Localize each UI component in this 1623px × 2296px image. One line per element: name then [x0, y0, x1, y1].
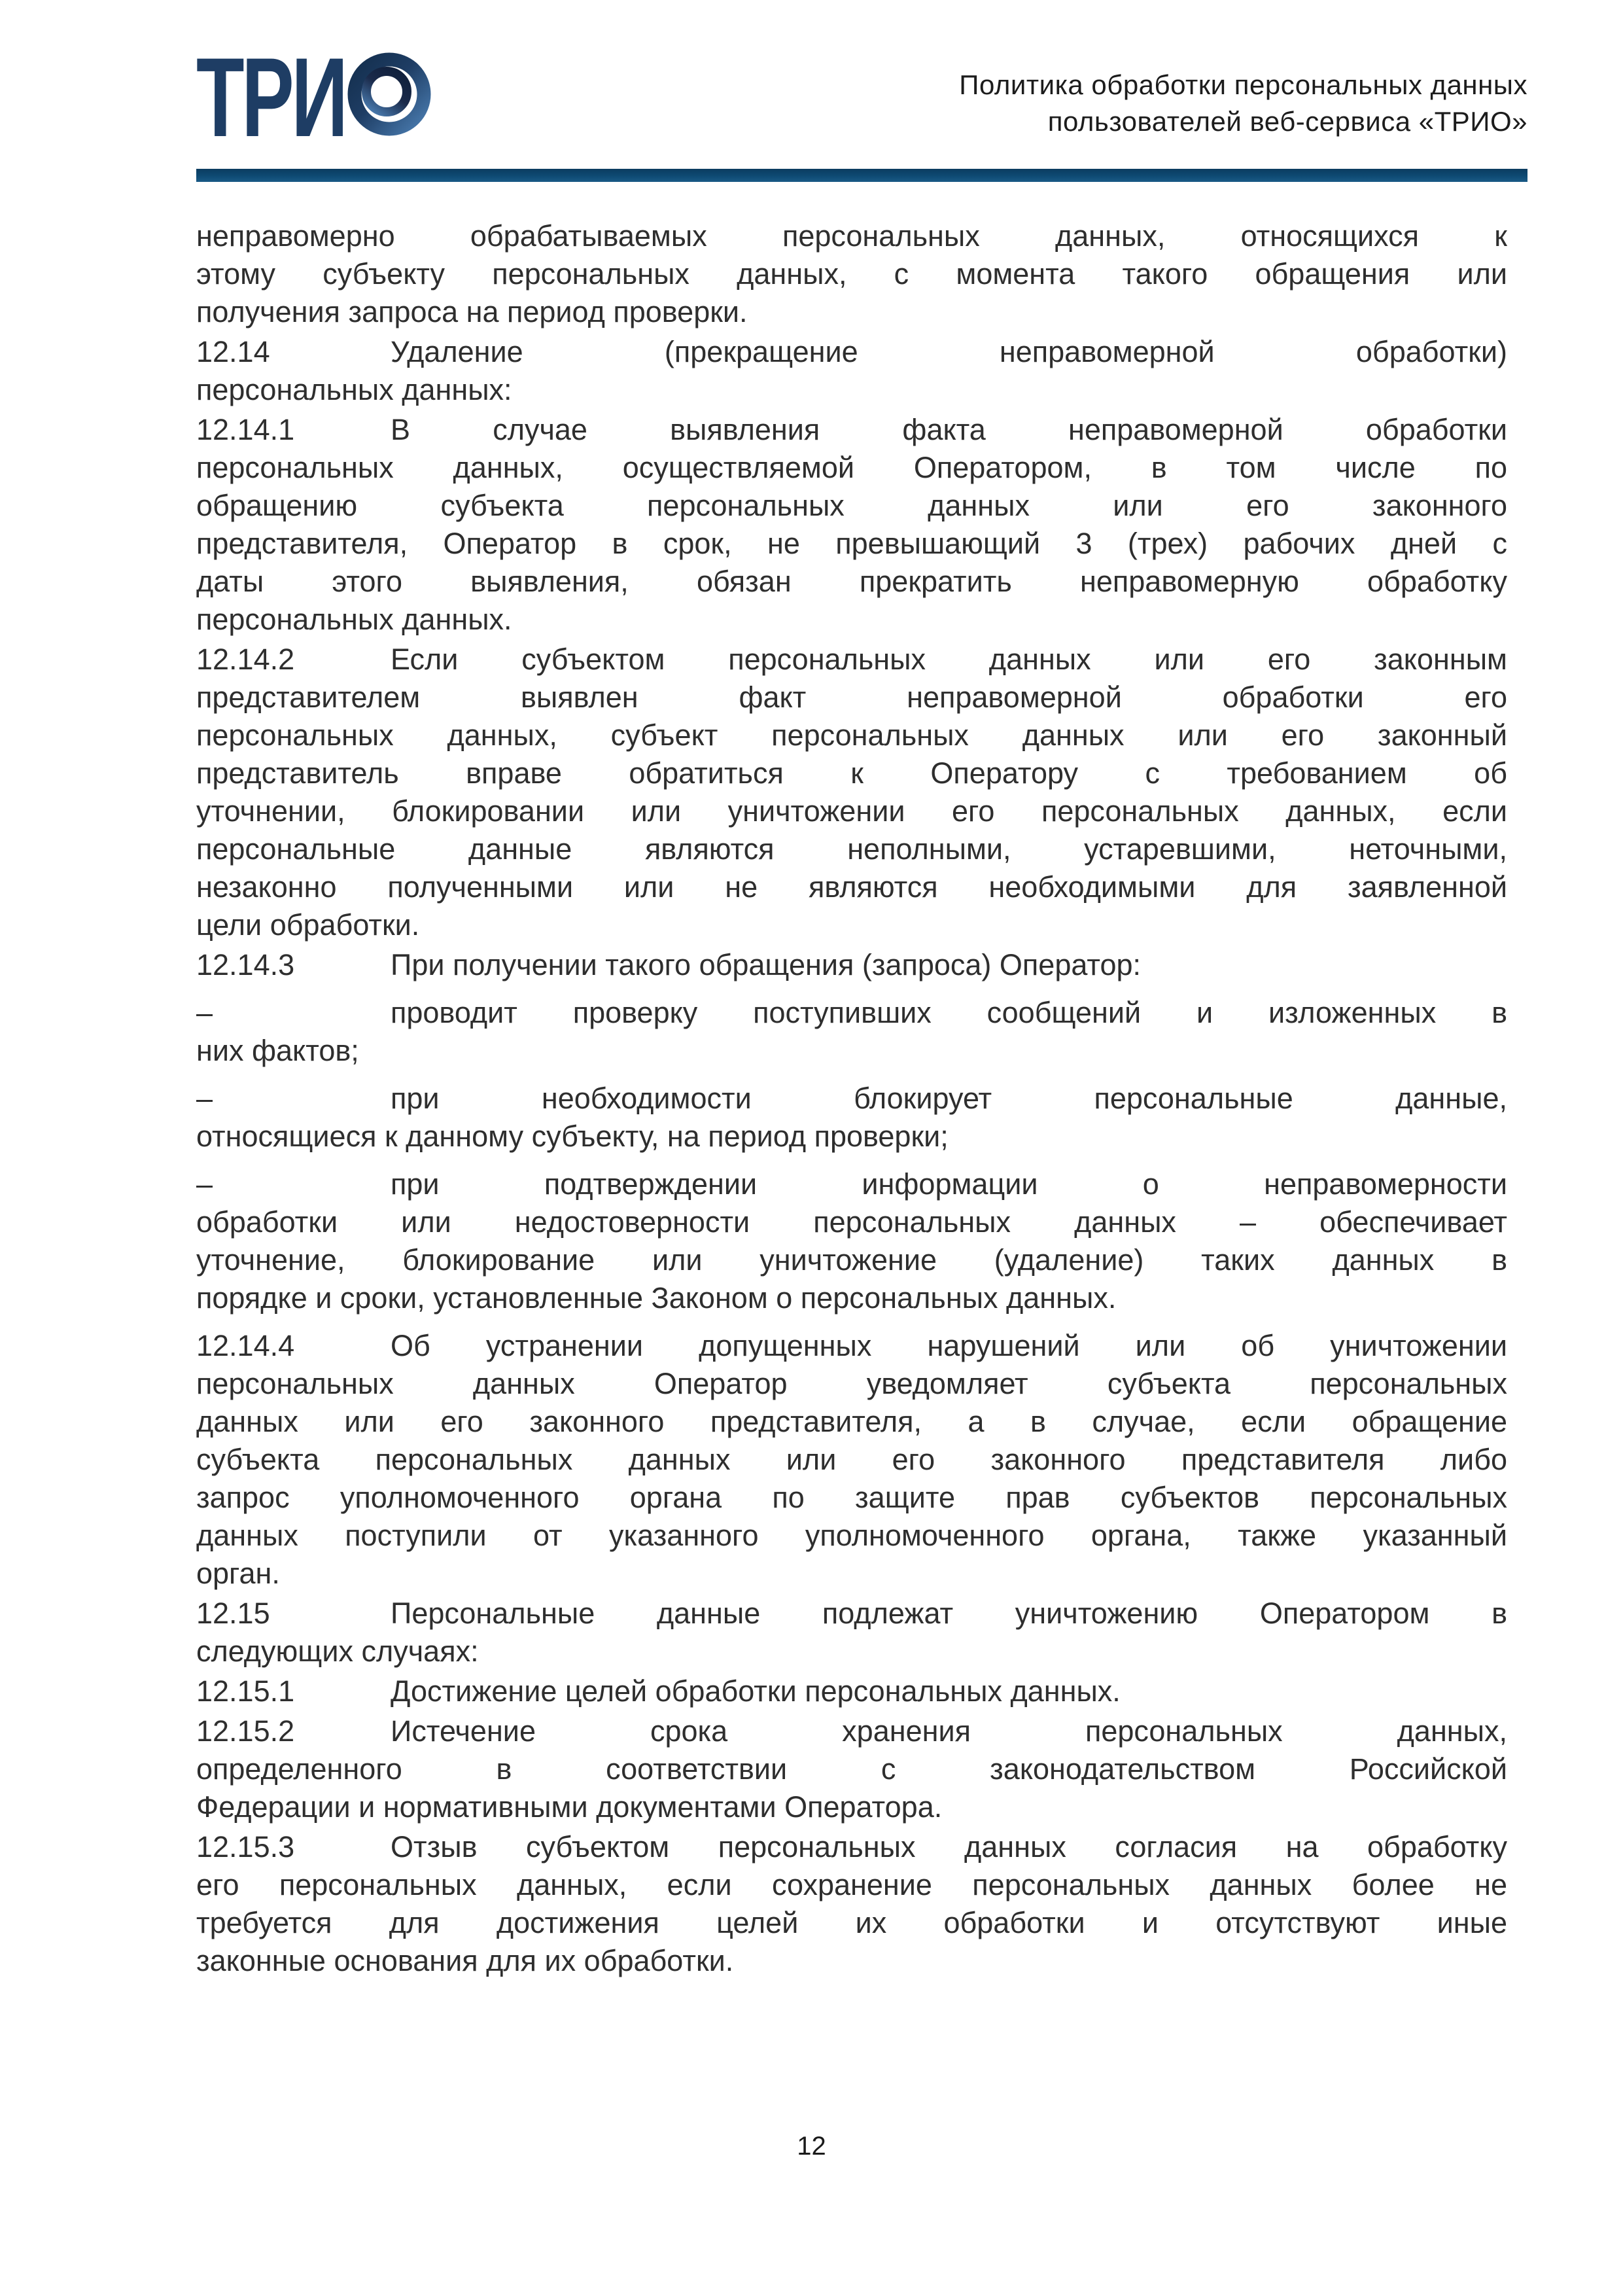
- text-line: его персональных данных, если сохранение персональных данных более не: [196, 1868, 1507, 1901]
- text-line: персональных данных:: [196, 373, 512, 406]
- paragraph: [196, 1595, 1507, 1670]
- paragraph: [196, 1712, 1507, 1826]
- text-line: – при подтверждении информации о неправомерности: [196, 1165, 1507, 1203]
- text-line: цели обработки.: [196, 908, 420, 942]
- clause-number: 12.14.3: [196, 948, 295, 981]
- clause-number: 12.14: [196, 335, 270, 368]
- paragraph: [196, 994, 1507, 1070]
- text-line: – проводит проверку поступивших сообщений и изложенных в: [196, 994, 1507, 1032]
- text-line: представителя, Оператор в срок, не превышающий 3 (трех) рабочих дней с: [196, 527, 1507, 560]
- text-line: определенного в соответствии с законодательством Российской: [196, 1752, 1507, 1786]
- clause-number: 12.15.3: [196, 1830, 295, 1863]
- text-line: 12.15.2 Истечение срока хранения персональных данных,: [196, 1712, 1507, 1750]
- text-line: представителем выявлен факт неправомерной обработки его: [196, 680, 1507, 714]
- text-line: Федерации и нормативными документами Оператора.: [196, 1790, 943, 1824]
- text-line: обработки или недостоверности персональных данных – обеспечивает: [196, 1205, 1507, 1239]
- text-line: 12.15 Персональные данные подлежат уничтожению Оператором в: [196, 1595, 1507, 1633]
- paragraph: [196, 1165, 1507, 1317]
- paragraph: [196, 641, 1507, 944]
- text-line: 12.15.1 Достижение целей обработки персональных данных.: [196, 1672, 1507, 1710]
- text-line: 12.14.2 Если субъектом персональных данных или его законным: [196, 641, 1507, 679]
- paragraph: [196, 217, 1507, 331]
- clause-number: 12.14.1: [196, 413, 295, 446]
- text-line: них фактов;: [196, 1034, 359, 1067]
- text-line: 12.14.3 При получении такого обращения (запроса) Оператор:: [196, 946, 1507, 984]
- text-line: данных или его законного представителя, а в случае, если обращение: [196, 1405, 1507, 1438]
- text-line: этому субъекту персональных данных, с момента такого обращения или: [196, 257, 1507, 291]
- text-line: законные основания для их обработки.: [196, 1944, 734, 1977]
- text-line: персональных данных, осуществляемой Оператором, в том числе по: [196, 451, 1507, 484]
- clause-number: 12.15: [196, 1597, 270, 1630]
- paragraph: [196, 1080, 1507, 1156]
- text-line: неправомерно обрабатываемых персональных данных, относящихся к: [196, 219, 1507, 253]
- text-line: 12.14.4 Об устранении допущенных нарушений или об уничтожении: [196, 1327, 1507, 1365]
- document-title-line2: пользователей веб-сервиса «ТРИО»: [1047, 106, 1527, 137]
- text-line: запрос уполномоченного органа по защите прав субъектов персональных: [196, 1481, 1507, 1514]
- clause-number: 12.14.4: [196, 1329, 295, 1362]
- text-line: субъекта персональных данных или его законного представителя либо: [196, 1443, 1507, 1476]
- clause-number: 12.14.2: [196, 643, 295, 676]
- text-line: 12.14.1 В случае выявления факта неправомерной обработки: [196, 411, 1507, 449]
- text-line: данных поступили от указанного уполномоченного органа, также указанный: [196, 1519, 1507, 1552]
- text-line: персональных данных.: [196, 603, 512, 636]
- text-line: получения запроса на период проверки.: [196, 295, 748, 328]
- clause-number: –: [196, 1082, 213, 1115]
- logo-text: ТРИ: [196, 35, 345, 160]
- text-line: персональные данные являются неполными, устаревшими, неточными,: [196, 832, 1507, 866]
- text-line: относящиеся к данному субъекту, на период проверки;: [196, 1120, 949, 1153]
- text-line: 12.14 Удаление (прекращение неправомерной обработки): [196, 333, 1507, 371]
- clause-number: –: [196, 1167, 213, 1201]
- logo-o-icon: [346, 52, 432, 139]
- page-number: 12: [797, 2132, 826, 2161]
- paragraph: [196, 333, 1507, 409]
- text-line: незаконно полученными или не являются необходимыми для заявленной: [196, 870, 1507, 904]
- text-line: уточнении, блокировании или уничтожении его персональных данных, если: [196, 794, 1507, 828]
- document-title: [959, 67, 1527, 140]
- clause-number: –: [196, 996, 213, 1029]
- paragraph: [196, 946, 1507, 984]
- text-line: следующих случаях:: [196, 1634, 479, 1668]
- document-title-line1: Политика обработки персональных данных: [959, 69, 1527, 100]
- paragraph: [196, 1327, 1507, 1593]
- clause-number: 12.15.2: [196, 1714, 295, 1748]
- paragraph: [196, 411, 1507, 639]
- text-line: персональных данных, субъект персональных данных или его законный: [196, 718, 1507, 752]
- text-line: обращению субъекта персональных данных или его законного: [196, 489, 1507, 522]
- text-line: даты этого выявления, обязан прекратить неправомерную обработку: [196, 565, 1507, 598]
- text-line: уточнение, блокирование или уничтожение (удаление) таких данных в: [196, 1243, 1507, 1277]
- text-line: порядке и сроки, установленные Законом о персональных данных.: [196, 1281, 1117, 1315]
- text-line: персональных данных Оператор уведомляет субъекта персональных: [196, 1367, 1507, 1400]
- header-rule: [196, 169, 1527, 182]
- trio-logo: [196, 35, 432, 160]
- text-line: требуется для достижения целей их обработки и отсутствуют иные: [196, 1906, 1507, 1939]
- paragraph: [196, 1828, 1507, 1980]
- clause-number: 12.15.1: [196, 1674, 295, 1708]
- text-line: орган.: [196, 1557, 280, 1590]
- text-line: – при необходимости блокирует персональные данные,: [196, 1080, 1507, 1118]
- text-line: 12.15.3 Отзыв субъектом персональных данных согласия на обработку: [196, 1828, 1507, 1866]
- document-body: [196, 217, 1507, 1982]
- text-line: представитель вправе обратиться к Оператору с требованием об: [196, 756, 1507, 790]
- paragraph: [196, 1672, 1507, 1710]
